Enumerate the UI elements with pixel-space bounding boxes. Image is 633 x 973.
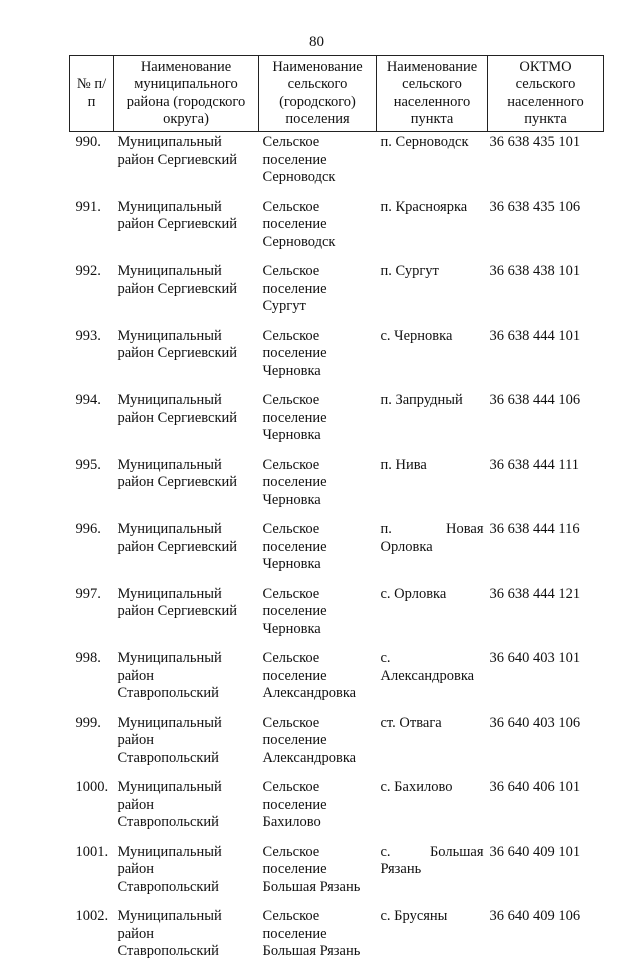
- row-number: 1000.: [75, 779, 109, 795]
- table-row: [70, 457, 604, 522]
- table-row: [70, 263, 604, 328]
- settlement-cell: Сельское поселение Большая Рязань: [262, 843, 361, 895]
- oktmo-code: 36 638 444 111: [489, 456, 580, 473]
- table-header: [70, 56, 604, 132]
- table-row: [70, 715, 604, 780]
- table-row: [70, 779, 604, 844]
- row-number: 993.: [75, 327, 101, 344]
- district-cell: Муниципальный район Ставропольский: [117, 908, 222, 959]
- settlement-cell: Сельское поселение Черновка: [262, 456, 327, 508]
- row-number: 999.: [75, 714, 101, 731]
- table-row: [70, 844, 604, 909]
- oktmo-code: 36 638 444 106: [489, 392, 581, 408]
- table-row: [70, 392, 604, 457]
- oktmo-code: 36 638 444 101: [489, 327, 581, 344]
- table-row: [70, 650, 604, 715]
- district-cell: Муниципальный район Сергиевский: [117, 521, 238, 555]
- row-number: 1001.: [75, 843, 109, 860]
- district-cell: Муниципальный район Сергиевский: [117, 392, 238, 426]
- locality-cell: с. Брусяны: [380, 908, 448, 924]
- district-cell: Муниципальный район Сергиевский: [117, 327, 238, 361]
- oktmo-code: 36 638 444 121: [489, 585, 581, 602]
- page-number: 80: [309, 34, 324, 50]
- district-cell: Муниципальный район Сергиевский: [117, 198, 238, 232]
- settlement-cell: Сельское поселение Черновка: [262, 392, 327, 443]
- table-row: [70, 132, 604, 199]
- locality-cell: с. Орловка: [380, 585, 447, 602]
- header-district: Наименование муниципального района (городского округа): [114, 56, 259, 132]
- row-number: 997.: [75, 585, 101, 602]
- oktmo-code: 36 640 409 101: [489, 843, 581, 860]
- oktmo-code: 36 640 403 101: [489, 650, 581, 666]
- row-number: 992.: [75, 263, 101, 279]
- table-row: [70, 586, 604, 651]
- settlement-cell: Сельское поселение Серноводск: [262, 134, 336, 185]
- oktmo-code: 36 640 403 106: [489, 714, 581, 731]
- oktmo-code: 36 640 409 106: [489, 908, 581, 924]
- oktmo-code: 36 638 435 106: [489, 198, 581, 215]
- oktmo-code: 36 638 444 116: [489, 521, 580, 537]
- settlement-cell: Сельское поселение Бахилово: [262, 779, 327, 830]
- locality-cell: с. Александровка: [380, 650, 475, 684]
- table-row: [70, 199, 604, 264]
- row-number: 990.: [75, 134, 101, 150]
- settlement-cell: Сельское поселение Серноводск: [262, 198, 336, 250]
- table-row: [70, 328, 604, 393]
- district-cell: Муниципальный район Сергиевский: [117, 263, 238, 297]
- locality-cell: п. Сургут: [380, 263, 439, 279]
- district-cell: Муниципальный район Сергиевский: [117, 585, 238, 619]
- header-settlement: Наименование сельского (городского) поселения: [259, 56, 377, 132]
- row-number: 996.: [75, 521, 101, 537]
- row-number: 991.: [75, 198, 101, 215]
- locality-cell: с. Бахилово: [380, 779, 453, 795]
- settlement-cell: Сельское поселение Большая Рязань: [262, 908, 361, 959]
- settlements-table: [69, 55, 604, 973]
- settlement-cell: Сельское поселение Сургут: [262, 263, 327, 314]
- settlement-cell: Сельское поселение Александровка: [262, 650, 357, 701]
- district-cell: Муниципальный район Ставропольский: [117, 779, 222, 830]
- header-locality: Наименование сельского населенного пункта: [377, 56, 488, 132]
- district-cell: Муниципальный район Сергиевский: [117, 134, 238, 168]
- district-cell: Муниципальный район Ставропольский: [117, 714, 222, 766]
- settlement-cell: Сельское поселение Александровка: [262, 714, 357, 766]
- locality-cell: п. Красноярка: [380, 198, 468, 215]
- locality-cell: п. Нива: [380, 456, 427, 473]
- oktmo-code: 36 638 438 101: [489, 263, 581, 279]
- header-oktmo: ОКТМО сельского населенного пункта: [488, 56, 604, 132]
- table-body: [70, 132, 604, 973]
- district-cell: Муниципальный район Сергиевский: [117, 456, 238, 490]
- table-row: [70, 908, 604, 973]
- row-number: 998.: [75, 650, 101, 666]
- district-cell: Муниципальный район Ставропольский: [117, 650, 222, 701]
- row-number: 994.: [75, 392, 101, 408]
- oktmo-code: 36 640 406 101: [489, 779, 581, 795]
- row-number: 995.: [75, 456, 101, 473]
- header-number: № п/п: [70, 56, 114, 132]
- row-number: 1002.: [75, 908, 109, 924]
- locality-cell: с. Черновка: [380, 327, 453, 344]
- locality-cell: п. Запрудный: [380, 392, 463, 408]
- locality-cell: п. Серноводск: [380, 134, 469, 150]
- table-row: [70, 521, 604, 586]
- settlement-cell: Сельское поселение Черновка: [262, 327, 327, 379]
- locality-cell: ст. Отвага: [380, 714, 442, 731]
- settlement-cell: Сельское поселение Черновка: [262, 585, 327, 637]
- district-cell: Муниципальный район Ставропольский: [117, 843, 222, 895]
- oktmo-code: 36 638 435 101: [489, 134, 581, 150]
- locality-cell: с. Большая Рязань: [380, 843, 484, 877]
- locality-cell: п. Новая Орловка: [380, 521, 484, 555]
- header-row: [70, 56, 604, 132]
- settlement-cell: Сельское поселение Черновка: [262, 521, 327, 572]
